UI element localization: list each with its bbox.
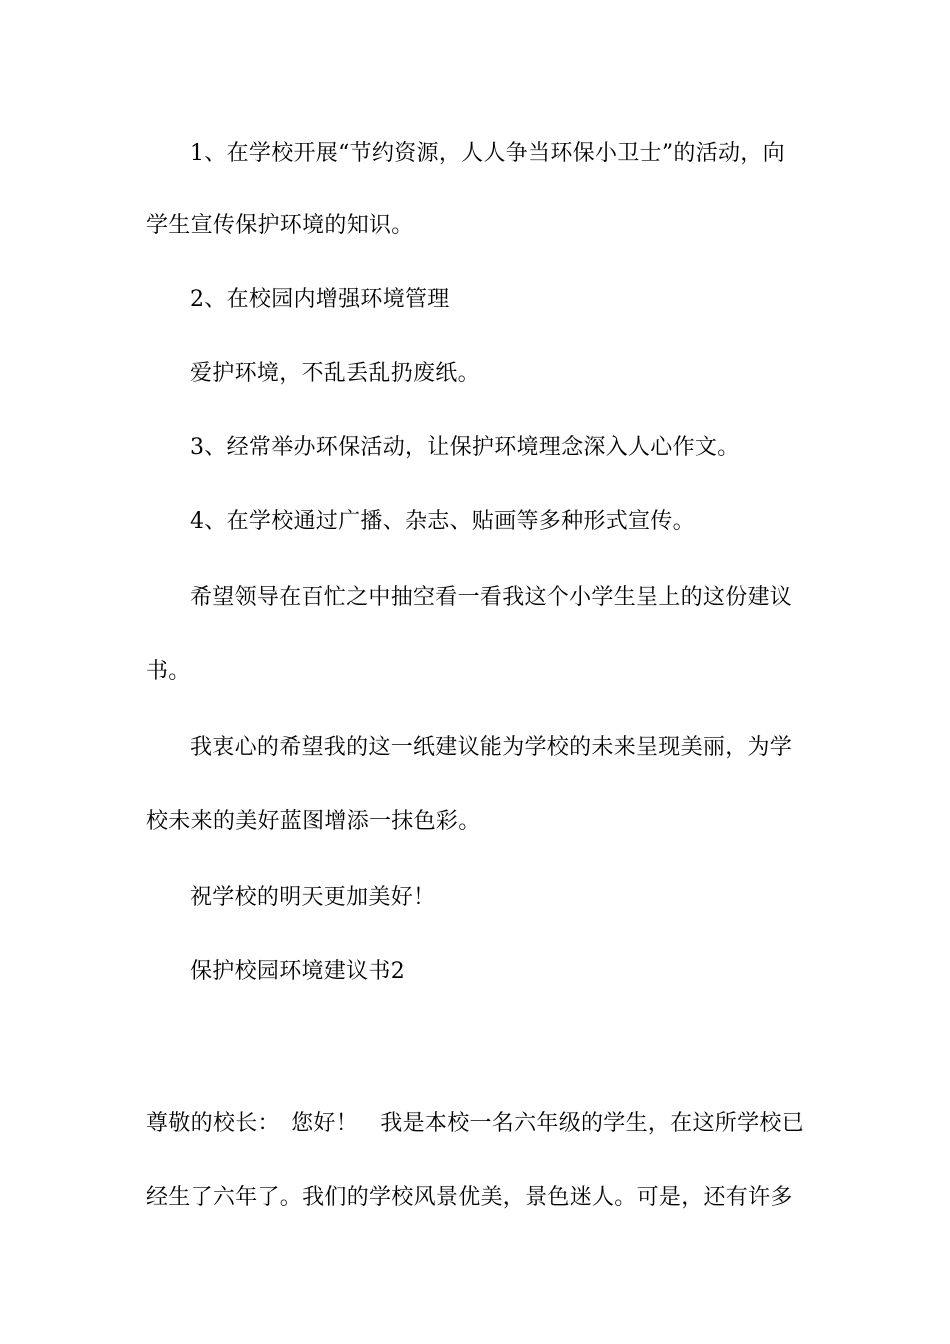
paragraph-line-14: 经生了六年了。我们的学校风景优美，景色迷人。可是，还有许多 xyxy=(146,1185,793,1210)
paragraph-line-10: 校未来的美好蓝图增添一抹色彩。 xyxy=(146,809,481,834)
paragraph-line-1: 1、在学校开展“节约资源，人人争当环保小卫士”的活动，向 xyxy=(190,141,785,166)
paragraph-line-4: 爱护环境，不乱丢乱扔废纸。 xyxy=(190,361,480,386)
paragraph-line-7: 希望领导在百忙之中抽空看一看我这个小学生呈上的这份建议 xyxy=(190,585,793,610)
paragraph-line-6: 4、在学校通过广播、杂志、贴画等多种形式宣传。 xyxy=(190,509,695,534)
paragraph-line-3: 2、在校园内增强环境管理 xyxy=(190,287,450,312)
paragraph-line-8: 书。 xyxy=(146,659,191,684)
paragraph-line-9: 我衷心的希望我的这一纸建议能为学校的未来呈现美丽，为学 xyxy=(190,735,793,760)
paragraph-line-5: 3、经常举办环保活动，让保护环境理念深入人心作文。 xyxy=(190,435,740,460)
paragraph-line-11: 祝学校的明天更加美好！ xyxy=(190,885,436,910)
paragraph-line-13: 尊敬的校长： 您好！ 我是本校一名六年级的学生，在这所学校已 xyxy=(146,1111,805,1136)
section-title: 保护校园环境建议书2 xyxy=(190,959,405,984)
paragraph-line-2: 学生宣传保护环境的知识。 xyxy=(146,213,414,238)
